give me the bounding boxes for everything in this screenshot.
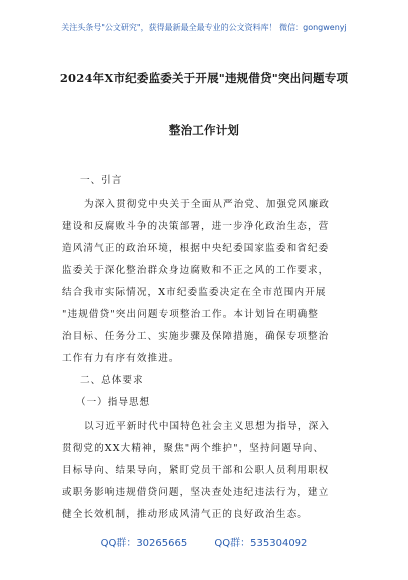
intro-line: 治目标、任务分工、实施步骤及保障措施，确保专项整治: [62, 331, 330, 342]
footer-qq-group-1: QQ群：30265665: [100, 538, 188, 549]
footer: [0, 534, 408, 549]
footer-qq-group-2: QQ群：535304092: [214, 538, 308, 549]
section1-heading: 一、引言: [80, 175, 123, 186]
guide-line: 目标导向、结果导向，紧盯党员干部和公职人员利用职权: [62, 465, 330, 476]
intro-line: "违规借贷"突出问题专项整治工作。本计划旨在明确整: [62, 309, 319, 320]
intro-line: 监委关于深化整治群众身边腐败和不正之风的工作要求，: [62, 265, 330, 276]
section2-heading: 二、总体要求: [80, 375, 144, 386]
intro-line: 工作有力有序有效推进。: [62, 353, 180, 364]
document-title-line2: 整治工作计划: [168, 123, 240, 137]
guide-line: 或职务影响违规借贷问题，坚决查处违纪违法行为，建立: [62, 487, 330, 498]
intro-line: 造风清气正的政治环境，根据中央纪委国家监委和省纪委: [62, 243, 330, 254]
intro-line: 建设和反腐败斗争的决策部署，进一步净化政治生态，营: [62, 221, 330, 232]
subsection1-heading: （一）指导思想: [76, 397, 151, 408]
intro-line: 为深入贯彻党中央关于全面从严治党、加强党风廉政: [84, 199, 330, 210]
header-notice: 关注头条号"公文研究"，获得最新最全最专业的公文资料库！ 微信：gongwenyj: [61, 23, 347, 32]
intro-line: 结合我市实际情况，X市纪委监委决定在全市范围内开展: [62, 287, 327, 298]
guide-line: 以习近平新时代中国特色社会主义思想为指导，深入: [84, 421, 330, 432]
guide-line: 健全长效机制，推动形成风清气正的良好政治生态。: [62, 509, 308, 520]
document-title-line1: 2024年X市纪委监委关于开展"违规借贷"突出问题专项: [59, 71, 349, 85]
guide-line: 贯彻党的XX大精神，聚焦"两个维护"，坚持问题导向、: [62, 443, 325, 454]
